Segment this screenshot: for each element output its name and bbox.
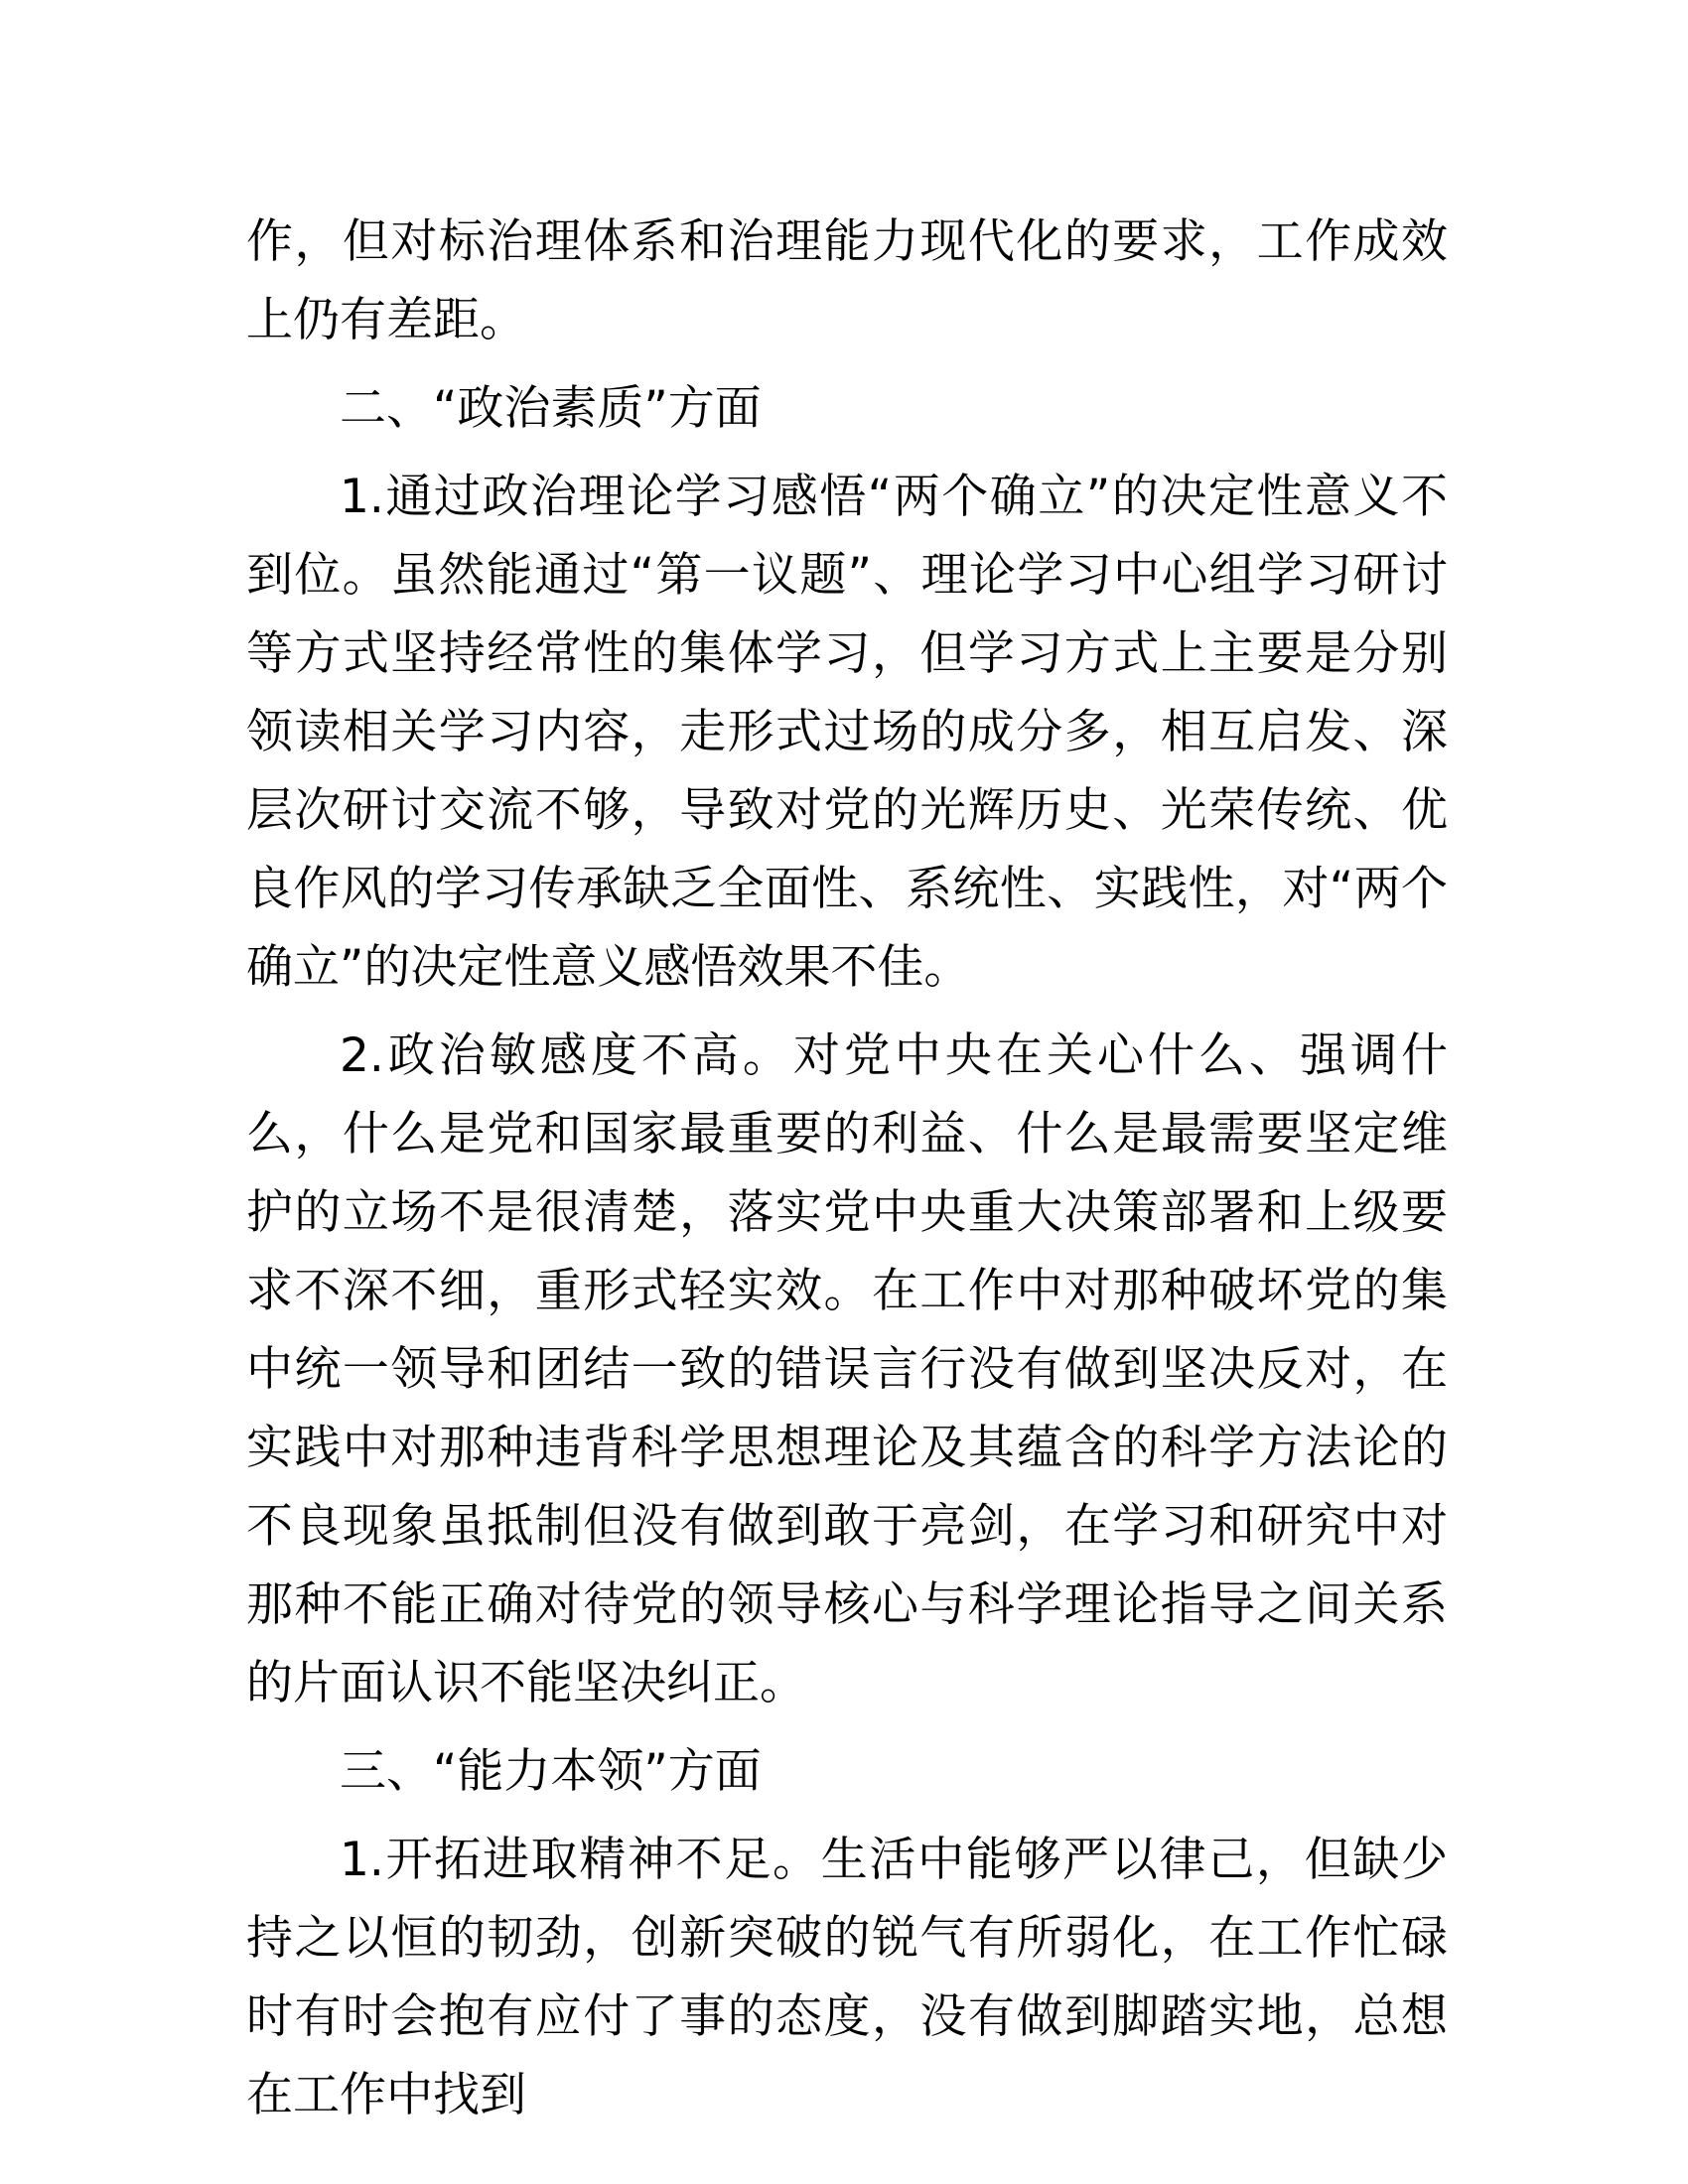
paragraph-item-2: 2.政治敏感度不高。对党中央在关心什么、强调什么，什么是党和国家最重要的利益、什么是最需要坚定维护的立场不是很清楚，落实党中央重大决策部署和上级要求不深不细，重形式轻实效。在工作中对那种破坏党的集中统一领导和团结一致的错误言行没有做到坚决反对，在实践中对那种违背科学思想理论及其蕴含的科学方法论的不良现象虽抵制但没有做到敢于亮剑，在学习和研究中对那种不能正确对待党的领导核心与科学理论指导之间关系的片面认识不能坚决纠正。: [246, 1028, 1448, 1710]
section-heading-ability: 三、“能力本领”方面: [340, 1744, 762, 1799]
section-heading-political-quality: 二、“政治素质”方面: [340, 381, 762, 436]
document-page: [246, 203, 1448, 2134]
paragraph-item-1: 1.通过政治理论学习感悟“两个确立”的决定性意义不到位。虽然能通过“第一议题”、理论学习中心组学习研讨等方式坚持经常性的集体学习，但学习方式上主要是分别领读相关学习内容，走形式过场的成分多，相互启发、深层次研讨交流不够，导致对党的光辉历史、光荣传统、优良作风的学习传承缺乏全面性、系统性、实践性，对“两个确立”的决定性意义感悟效果不佳。: [246, 470, 1448, 995]
paragraph-item-3: 1.开拓进取精神不足。生活中能够严以律己，但缺少持之以恒的韧劲，创新突破的锐气有所弱化，在工作忙碌时有时会抱有应付了事的态度，没有做到脚踏实地，总想在工作中找到: [246, 1833, 1448, 2122]
paragraph-continuation: 作，但对标治理体系和治理能力现代化的要求，工作成效上仍有差距。: [246, 214, 1448, 347]
